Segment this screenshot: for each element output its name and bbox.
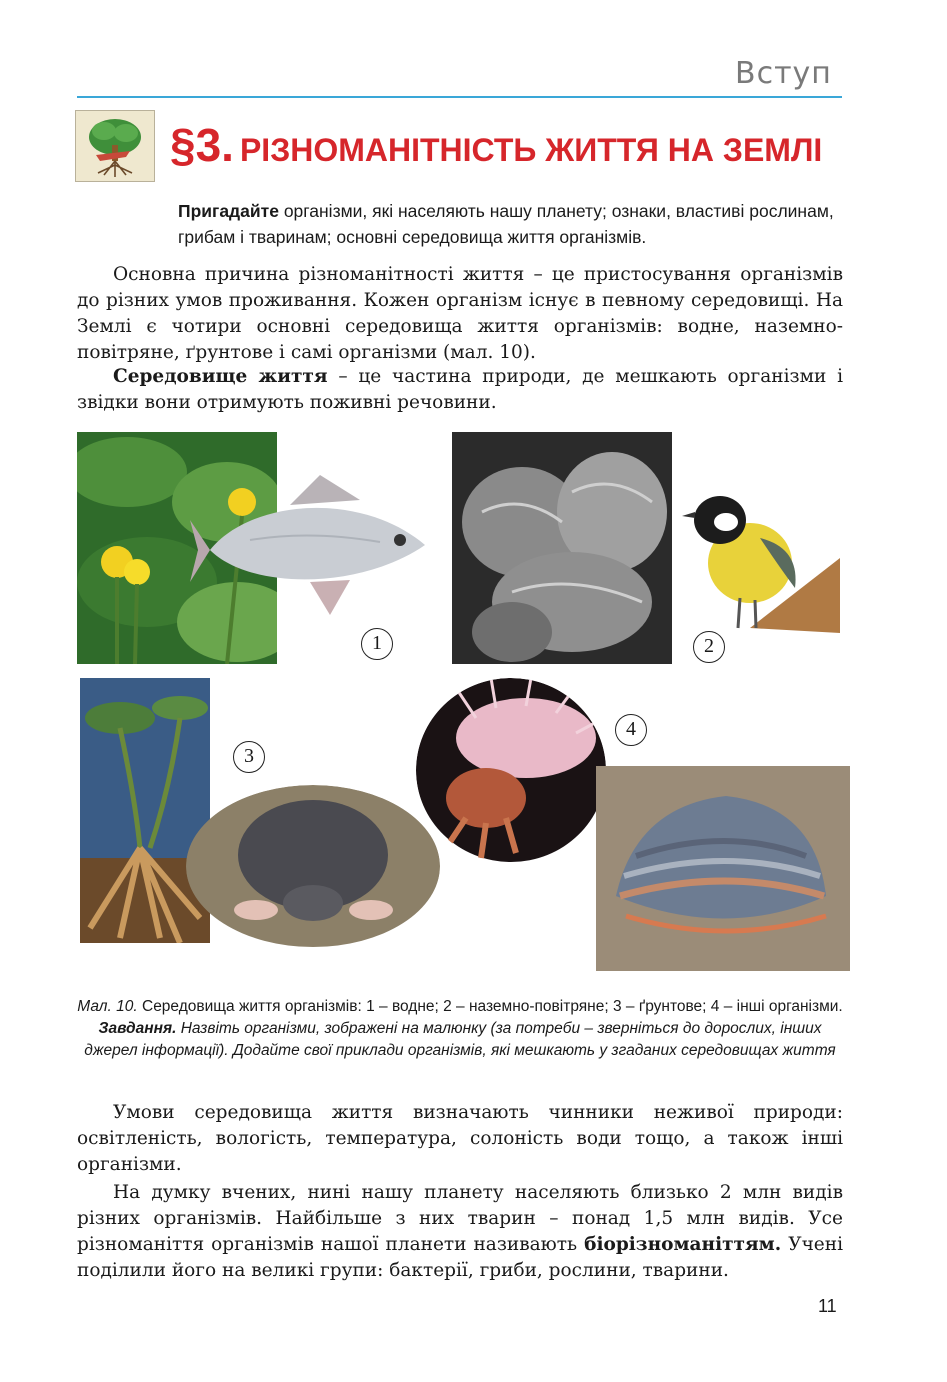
figure-photo-tinder-fungus	[596, 766, 850, 971]
figure-label-1: 1	[361, 628, 393, 660]
paragraph-3: Умови середовища життя визначають чинники неживої природи: освітленість, вологість, температура, солоність води тощо, а також інші організми.	[77, 1102, 843, 1175]
figure-photo-mole	[186, 785, 440, 948]
figure-label-3: 3	[233, 741, 265, 773]
task-text: Назвіть організми, зображені на малюнку (за потреби – зверніться до дорослих, інших джерел інформації). Додайте свої приклади організмів, які мешкають у згаданих середовищах життя	[84, 1020, 836, 1059]
paragraph-1: Основна причина різноманітності життя – це пристосування організмів до різних умов проживання. Кожен організм існує в певному середовищі. На Землі є чотири основні середовища життя організмів: водне, наземно-повітряне, ґрунтове і самі організми (мал. 10).	[77, 264, 843, 363]
figure-photo-bird	[680, 478, 840, 633]
figure-label-4: 4	[615, 714, 647, 746]
figure-photo-hermit-crab	[416, 678, 606, 863]
term-biodiversity: біорізноманіттям.	[584, 1234, 782, 1255]
figure-photo-fish	[190, 470, 440, 620]
paragraph-number: §3.	[170, 119, 234, 171]
figure-label-2: 2	[693, 631, 725, 663]
chapter-logo-icon	[75, 110, 155, 182]
paragraph-4-start: На думку вчених, нині нашу планету населяють близько 2 млн видів різних організмів. Найбільше з них тварин – понад 1,5 млн видів. Усе різноманіття організмів нашої планети називають	[77, 1182, 843, 1255]
figure-reference: Мал. 10.	[77, 998, 138, 1015]
definition-text: – це частина природи, де мешкають організми і звідки вони отримують поживні речовини.	[77, 366, 843, 413]
page-number: 11	[818, 1296, 837, 1316]
section-header: Вступ	[735, 56, 832, 91]
paragraph-2	[77, 364, 843, 416]
figure-photo-plant-roots	[80, 678, 210, 943]
caption-text: Середовища життя організмів: 1 – водне; 2 – наземно-повітряне; 3 – ґрунтове; 4 – інші організми.	[137, 998, 843, 1015]
paragraph-4	[77, 1180, 843, 1284]
figure-caption	[77, 996, 843, 1062]
figure-photo-lichen	[452, 432, 672, 664]
paragraph-4-end: Учені поділили його на великі групи: бактерії, гриби, рослини, тварини.	[77, 1234, 843, 1281]
task-label: Завдання.	[98, 1020, 177, 1037]
recall-lead: Пригадайте	[178, 201, 279, 221]
term-habitat: Середовище життя	[113, 366, 328, 387]
paragraph-title	[170, 118, 822, 172]
paragraph-heading: РІЗНОМАНІТНІСТЬ ЖИТТЯ НА ЗЕМЛІ	[239, 132, 823, 168]
recall-text: організми, які населяють нашу планету; ознаки, властиві рослинам, грибам і тваринам; основні середовища життя організмів.	[178, 201, 834, 247]
recall-box	[178, 198, 848, 250]
header-rule	[77, 96, 842, 98]
